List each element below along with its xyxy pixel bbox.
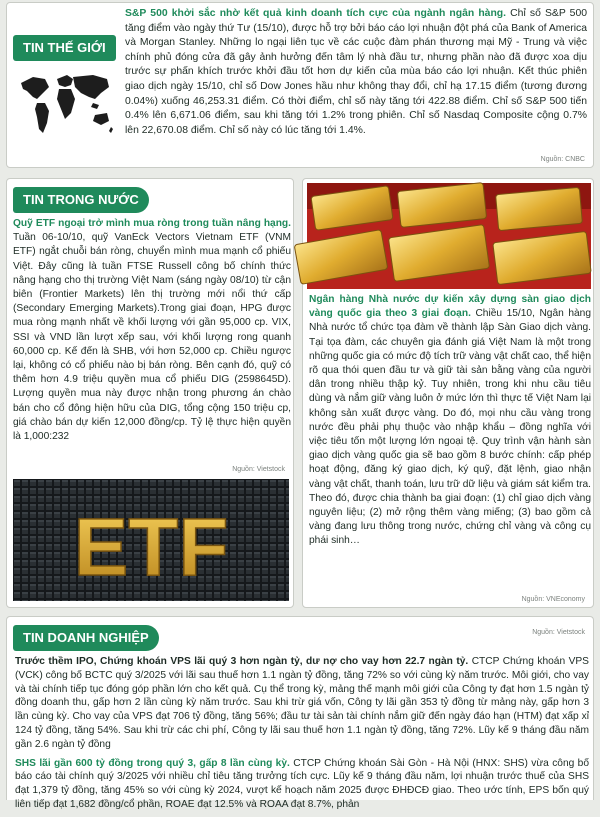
gold-news-text: Chiều 15/10, Ngân hàng Nhà nước tổ chức tọa đàm về thành lập Sàn Giao dịch vàng. Tại tọa đàm, các chuyên gia đánh giá Việt Nam là một trong những quốc gia có mức độ tích trữ vàng vật chất cao, thể hiện rõ qua thói quen đầu tư và giữ tài sản bằng vàng của người dân trong nhiều thập kỷ. Tuy nhiên, trong khi nhu cầu tiêu dùng và nắm giữ vàng luôn ở mức lớn thì thực tế Việt Nam lại không sản xuất được vàng. Do đó, mọi nhu cầu vàng trong nước đều phải phụ thuộc vào nhập khẩu – đồng nghĩa với việc tiêu tốn một lượng lớn ngoại tệ. Quy trình vận hành sàn giao dịch vàng quốc gia sẽ bao gồm 8 bước chính: cấp phép hoạt động, đăng ký giao dịch, ký quỹ, đặt lệnh, giao nhận vàng vật chất, thanh toán, lưu trữ dữ liệu và giám sát kiểm tra. Theo đó, được chia thành ba giai đoạn: (1) chỉ giao dịch vàng nguyên liệu; (2) mở rộng thêm vàng miếng; (3) bao gồm cả vàng đang lưu thông trong nước, chứng chỉ vàng và công cụ phái sinh… <box>309 308 591 547</box>
business-news-item <box>15 655 589 752</box>
domestic-news-text: Tuần 06-10/10, quỹ VanEck Vectors Vietnam ETF (VNM ETF) ngắt chuỗi bán ròng, chuyển mình mua mạnh cổ phiếu Việt. Đây cũng là tuần FTSE Russell công bố chính thức nâng hạng cho thị trường Việt Nam (sáng ngày 08/10) từ cận biên (Frontier Markets) lên thị trường mới nổi thứ cấp (Secondary Emerging Markets).Trong giai đoạn, HPG được mua ròng mạnh nhất về khối lượng với gần 95,000 cp. VIX, SSI và VND lần lượt xếp sau, với khối lượng rong quanh 60,000 cp. Kế đến là SHB, với hơn 52,000 cp. Chiều ngược lại, không có cổ phiếu nào bị bán ròng. Bên cạnh đó, quỹ có thêm hơn 4.9 triệu quyền mua cổ phiếu DIG (2598645D). Lượng quyền mua này được nhận trong phương án chào bán cho cổ đông hiện hữu của DIG, tổng cộng 150 triệu cp, giá chào bán dự kiến 12,000 đồng/cp. Tỷ lệ thực hiện quyền là 1,000:232 <box>13 232 291 443</box>
domestic-news-source: Nguồn: Vietstock <box>232 466 285 473</box>
business-news-panel <box>6 616 594 810</box>
gold-news-headline: Ngân hàng Nhà nước dự kiến xây dựng sàn giao dịch vàng quốc gia theo 3 giai đoạn. <box>309 294 591 320</box>
domestic-news-body <box>13 217 291 444</box>
world-news-panel <box>6 2 594 168</box>
gold-bars-image <box>307 183 591 289</box>
world-news-headline: S&P 500 khởi sắc nhờ kết quả kinh doanh tích cực của ngành ngân hàng. <box>125 8 507 19</box>
domestic-news-panel <box>6 178 294 608</box>
business-news-badge: TIN DOANH NGHIỆP <box>13 625 159 651</box>
etf-cubes-image <box>13 479 289 601</box>
world-news-badge: TIN THẾ GIỚI <box>13 35 116 61</box>
world-news-body <box>125 7 587 138</box>
gold-news-panel <box>302 178 594 608</box>
business-item-headline: Trước thềm IPO, Chứng khoán VPS lãi quý 3 hơn ngàn tỷ, dư nợ cho vay hơn 22.7 ngàn tỷ. <box>15 656 469 667</box>
etf-image-text: ETF <box>73 502 229 593</box>
business-news-source: Nguồn: Vietstock <box>532 629 585 636</box>
domestic-news-badge: TIN TRONG NƯỚC <box>13 187 149 213</box>
world-map-icon <box>15 69 115 139</box>
business-item-text: CTCP Chứng khoán VPS (VCK) công bố BCTC quý 3/2025 với lãi sau thuế hơn 1.1 ngàn tỷ đồng, tăng 72% so với cùng kỳ năm trước. Môi giới, cho vay và tài chính tiếp tục đóng góp phần lớn cho kết quả. Cụ thể trong kỳ, mảng thế mạnh môi giới của Công ty đạt hơn 1.5 ngàn tỷ đồng doanh thu, gấp hơn 2 lần cùng kỳ năm trước. Sau khi trừ giá vốn, Công ty lãi gần 353 tỷ đồng từ mảng này, gấp hơn 3 lần cùng kỳ. Cho vay của VPS đạt 706 tỷ đồng, tăng 56%; đầu tư tài sản tài chính nắm giữ đến ngày đáo hạn (HTM) đạt xấp xỉ 124 tỷ đồng, tăng 54%. Sau khi trừ các chi phí, Công ty lãi sau thuế hơn 1.1 ngàn tỷ đồng, tăng 72%. Lũy kế 9 tháng đầu năm gần 2.6 ngàn tỷ đồng <box>15 656 589 750</box>
gold-news-source: Nguồn: VNEconomy <box>521 596 585 603</box>
domestic-news-headline: Quỹ ETF ngoại trở mình mua ròng trong tuần nâng hạng. <box>13 218 291 229</box>
business-news-body <box>15 655 589 817</box>
world-news-source: Nguồn: CNBC <box>540 156 585 163</box>
gold-news-body <box>309 293 591 549</box>
world-news-text: Chỉ số S&P 500 tăng điểm vào ngày thứ Tư (15/10), được hỗ trợ bởi báo cáo lợi nhuận đột phá của Bank of America và Morgan Stanley. Những lo ngại liên tục về các cuộc đàm phán thương mại Mỹ - Trung và việc chính phủ đóng cửa đã gây ảnh hưởng đến tâm lý nhà đầu tư, nhưng phần nào đã được xoa dịu trước sự phấn khích trước khởi đầu tốt hơn dự kiến của mùa báo cáo lợi nhuận. Kết thúc phiên giao dịch ngày 15/10, chỉ số Dow Jones hầu như không thay đổi, chỉ hạ 17.15 điểm (tương đương 0.04%) xuống 46,253.31 điểm. Có thời điểm, chỉ số này tăng tới 422.88 điểm. Chỉ số S&P 500 tiến 0.4% lên 6,671.06 điểm, sau khi tăng tới 1.2% trong phiên. Chỉ số Nasdaq Composite cộng 0.7% lên 22,670.08 điểm. Chỉ số này có lúc tăng tới 1.4%. <box>125 8 588 136</box>
business-item-text: CTCP Chứng khoán Sài Gòn - Hà Nội (HNX: SHS) vừa công bố báo cáo tài chính quý 3/2025 với nhiều chỉ tiêu tăng trưởng tích cực. Lũy kế 9 tháng đầu năm, lợi nhuận trước thuế của SHS đạt 1,379 tỷ đồng, tăng 45% so với cùng kỳ 2024, vượt kế hoạch năm 2025 được ĐHĐCĐ giao. Theo ước tính, EPS bốn quý liên tiếp đạt 1,682 đồng/cổ phần, ROAE đạt 12.5% và ROAA đạt 8.7%, phản <box>15 757 589 810</box>
business-news-item <box>15 757 589 812</box>
business-item-headline: SHS lãi gần 600 tỷ đồng trong quý 3, gấp 8 lần cùng kỳ. <box>15 757 290 769</box>
